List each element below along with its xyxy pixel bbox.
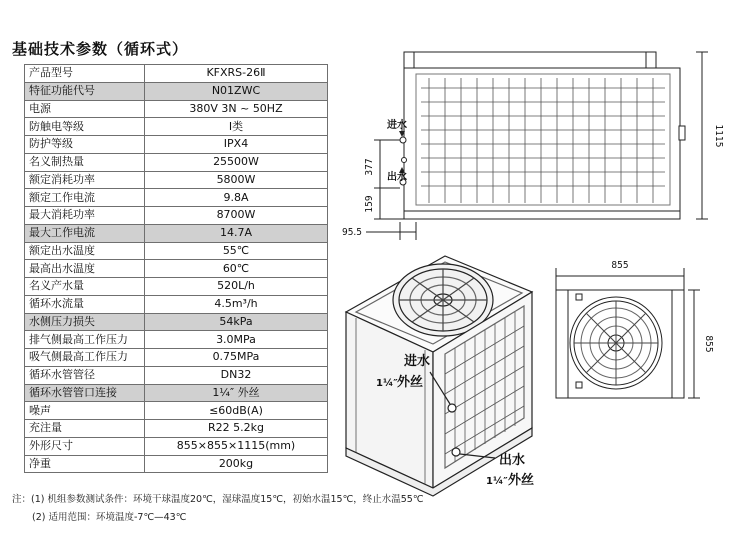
spec-key: 名义产水量 (25, 278, 145, 296)
spec-key: 充注量 (25, 420, 145, 438)
spec-value: 520L/h (145, 278, 328, 296)
front-view (366, 52, 708, 240)
spec-key: 循环水管管口连接 (25, 384, 145, 402)
spec-value: 54kPa (145, 313, 328, 331)
spec-key: 噪声 (25, 402, 145, 420)
dim-377: 377 (364, 158, 375, 176)
spec-key: 循环水管管径 (25, 366, 145, 384)
dim-159: 159 (364, 195, 375, 213)
spec-key: 产品型号 (25, 65, 145, 83)
spec-key: 外形尺寸 (25, 437, 145, 455)
iso-inlet-spec-size: 1¼″ (376, 378, 398, 389)
page-title: 基础技术参数（循环式） (12, 40, 189, 58)
spec-value: 5800W (145, 171, 328, 189)
spec-key: 特征功能代号 (25, 82, 145, 100)
spec-value: 60℃ (145, 260, 328, 278)
spec-key: 额定出水温度 (25, 242, 145, 260)
spec-value: 25500W (145, 153, 328, 171)
front-outlet-label: 出水 (387, 172, 407, 183)
spec-value: R22 5.2kg (145, 420, 328, 438)
spec-value: DN32 (145, 366, 328, 384)
spec-value: 200kg (145, 455, 328, 473)
spec-key: 最大工作电流 (25, 224, 145, 242)
spec-value: 0.75MPa (145, 349, 328, 367)
iso-outlet-label: 出水 (498, 453, 526, 468)
spec-key: 名义制热量 (25, 153, 145, 171)
front-inlet-label: 进水 (387, 120, 407, 131)
spec-key: 吸气侧最高工作压力 (25, 349, 145, 367)
dim-top-width: 855 (611, 260, 629, 271)
spec-value: 9.8A (145, 189, 328, 207)
spec-key: 循环水流量 (25, 295, 145, 313)
iso-outlet-spec-size: 1¼″ (486, 476, 508, 487)
spec-key: 额定工作电流 (25, 189, 145, 207)
spec-value: 4.5m³/h (145, 295, 328, 313)
spec-key: 电源 (25, 100, 145, 118)
iso-outlet-spec-type: 外丝 (508, 473, 535, 488)
spec-value: KFXRS-26Ⅱ (145, 65, 328, 83)
spec-value: 380V 3N ~ 50HZ (145, 100, 328, 118)
top-view (556, 268, 700, 398)
spec-value: 8700W (145, 207, 328, 225)
spec-value: 14.7A (145, 224, 328, 242)
spec-value: 3.0MPa (145, 331, 328, 349)
spec-value: 855×855×1115(mm) (145, 437, 328, 455)
spec-key: 防触电等级 (25, 118, 145, 136)
iso-inlet-spec-type: 外丝 (397, 375, 424, 390)
note-application-range: (2) 适用范围：环境温度-7℃—43℃ (32, 512, 187, 523)
spec-value: IPX4 (145, 136, 328, 154)
spec-value: ≤60dB(A) (145, 402, 328, 420)
spec-key: 净重 (25, 455, 145, 473)
spec-value: 55℃ (145, 242, 328, 260)
spec-key: 水侧压力损失 (25, 313, 145, 331)
spec-key: 防护等级 (25, 136, 145, 154)
iso-inlet-label: 进水 (403, 354, 431, 369)
spec-key: 最高出水温度 (25, 260, 145, 278)
note-test-conditions: 注：(1) 机组参数测试条件：环境干球温度20℃，湿球温度15℃，初始水温15℃，终止水温55℃ (12, 494, 424, 505)
spec-key: 额定消耗功率 (25, 171, 145, 189)
spec-key: 最大消耗功率 (25, 207, 145, 225)
dim-1115: 1115 (713, 124, 724, 148)
spec-value: N01ZWC (145, 82, 328, 100)
spec-key: 排气侧最高工作压力 (25, 331, 145, 349)
dim-top-depth: 855 (703, 335, 714, 353)
spec-value: Ⅰ类 (145, 118, 328, 136)
spec-value: 1¼″ 外丝 (145, 384, 328, 402)
dim-95-5: 95.5 (341, 227, 363, 238)
